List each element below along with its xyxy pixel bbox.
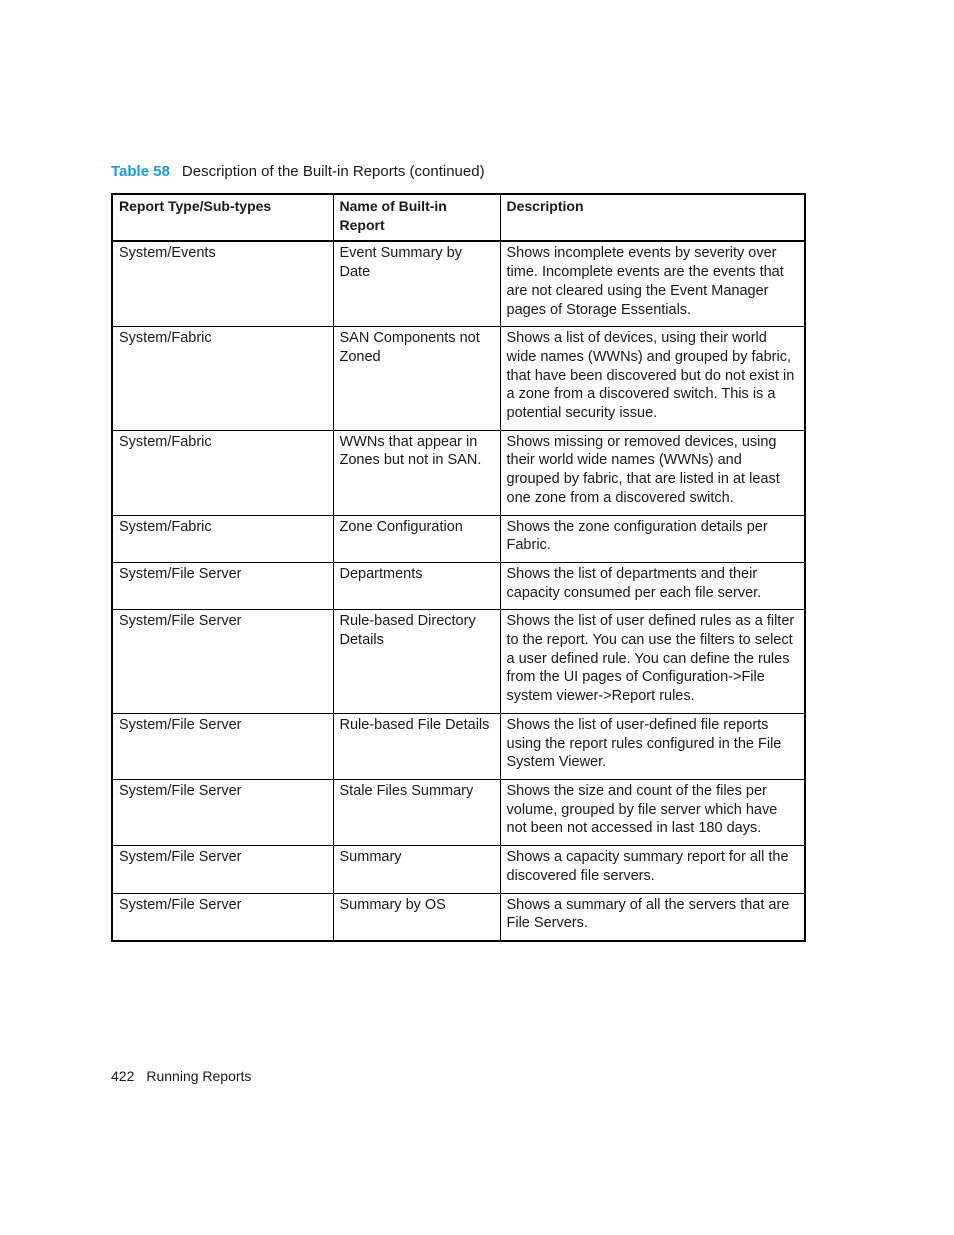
table-row: [112, 846, 805, 893]
cell-description: Shows the list of user-defined file reports using the report rules configured in the File System Viewer.: [500, 713, 805, 779]
cell-description: Shows the size and count of the files per volume, grouped by file server which have not been not accessed in last 180 days.: [500, 779, 805, 845]
cell-report-name: WWNs that appear in Zones but not in SAN.: [333, 430, 500, 515]
header-description: Description: [500, 194, 805, 241]
cell-report-type: System/Fabric: [112, 515, 333, 562]
cell-report-type: System/File Server: [112, 779, 333, 845]
cell-report-name: Zone Configuration: [333, 515, 500, 562]
cell-description: Shows missing or removed devices, using their world wide names (WWNs) and grouped by fabric, that are listed in at least one zone from a discovered switch.: [500, 430, 805, 515]
cell-report-name: Event Summary by Date: [333, 241, 500, 326]
cell-description: Shows the list of user defined rules as a filter to the report. You can use the filters to select a user defined rule. You can define the rules from the UI pages of Configuration->File system viewer->Report rules.: [500, 610, 805, 714]
cell-report-name: Rule-based File Details: [333, 713, 500, 779]
cell-report-type: System/File Server: [112, 846, 333, 893]
cell-report-type: System/Events: [112, 241, 333, 326]
table-header-row: [112, 194, 805, 241]
table-title: Description of the Built-in Reports (continued): [181, 163, 485, 180]
cell-description: Shows a list of devices, using their world wide names (WWNs) and grouped by fabric, that have been discovered but do not exist in a zone from a discovered switch. This is a potential security issue.: [500, 327, 805, 431]
header-report-type: Report Type/Sub-types: [112, 194, 333, 241]
table-row: [112, 779, 805, 845]
cell-report-name: Departments: [333, 562, 500, 609]
table-row: [112, 713, 805, 779]
cell-report-type: System/File Server: [112, 562, 333, 609]
cell-report-name: SAN Components not Zoned: [333, 327, 500, 431]
table-caption: [111, 162, 485, 182]
cell-report-type: System/Fabric: [112, 327, 333, 431]
page-number: 422: [111, 1068, 135, 1084]
cell-description: Shows incomplete events by severity over time. Incomplete events are the events that are not cleared using the Event Manager pages of Storage Essentials.: [500, 241, 805, 326]
cell-report-type: System/File Server: [112, 713, 333, 779]
cell-description: Shows a summary of all the servers that are File Servers.: [500, 893, 805, 941]
page-footer: [111, 1066, 251, 1086]
built-in-reports-table: [111, 193, 806, 942]
table-row: [112, 241, 805, 326]
header-report-name: Name of Built-in Report: [333, 194, 500, 241]
cell-description: Shows a capacity summary report for all the discovered file servers.: [500, 846, 805, 893]
table-row: [112, 430, 805, 515]
table-row: [112, 610, 805, 714]
cell-report-type: System/File Server: [112, 893, 333, 941]
table-row: [112, 893, 805, 941]
table-row: [112, 515, 805, 562]
footer-section-title: Running Reports: [146, 1068, 252, 1084]
cell-description: Shows the zone configuration details per Fabric.: [500, 515, 805, 562]
table-row: [112, 562, 805, 609]
cell-report-type: System/File Server: [112, 610, 333, 714]
cell-report-name: Summary: [333, 846, 500, 893]
table-number: Table 58: [111, 163, 170, 180]
cell-report-type: System/Fabric: [112, 430, 333, 515]
table-row: [112, 327, 805, 431]
cell-report-name: Stale Files Summary: [333, 779, 500, 845]
cell-report-name: Summary by OS: [333, 893, 500, 941]
cell-report-name: Rule-based Directory Details: [333, 610, 500, 714]
cell-description: Shows the list of departments and their capacity consumed per each file server.: [500, 562, 805, 609]
